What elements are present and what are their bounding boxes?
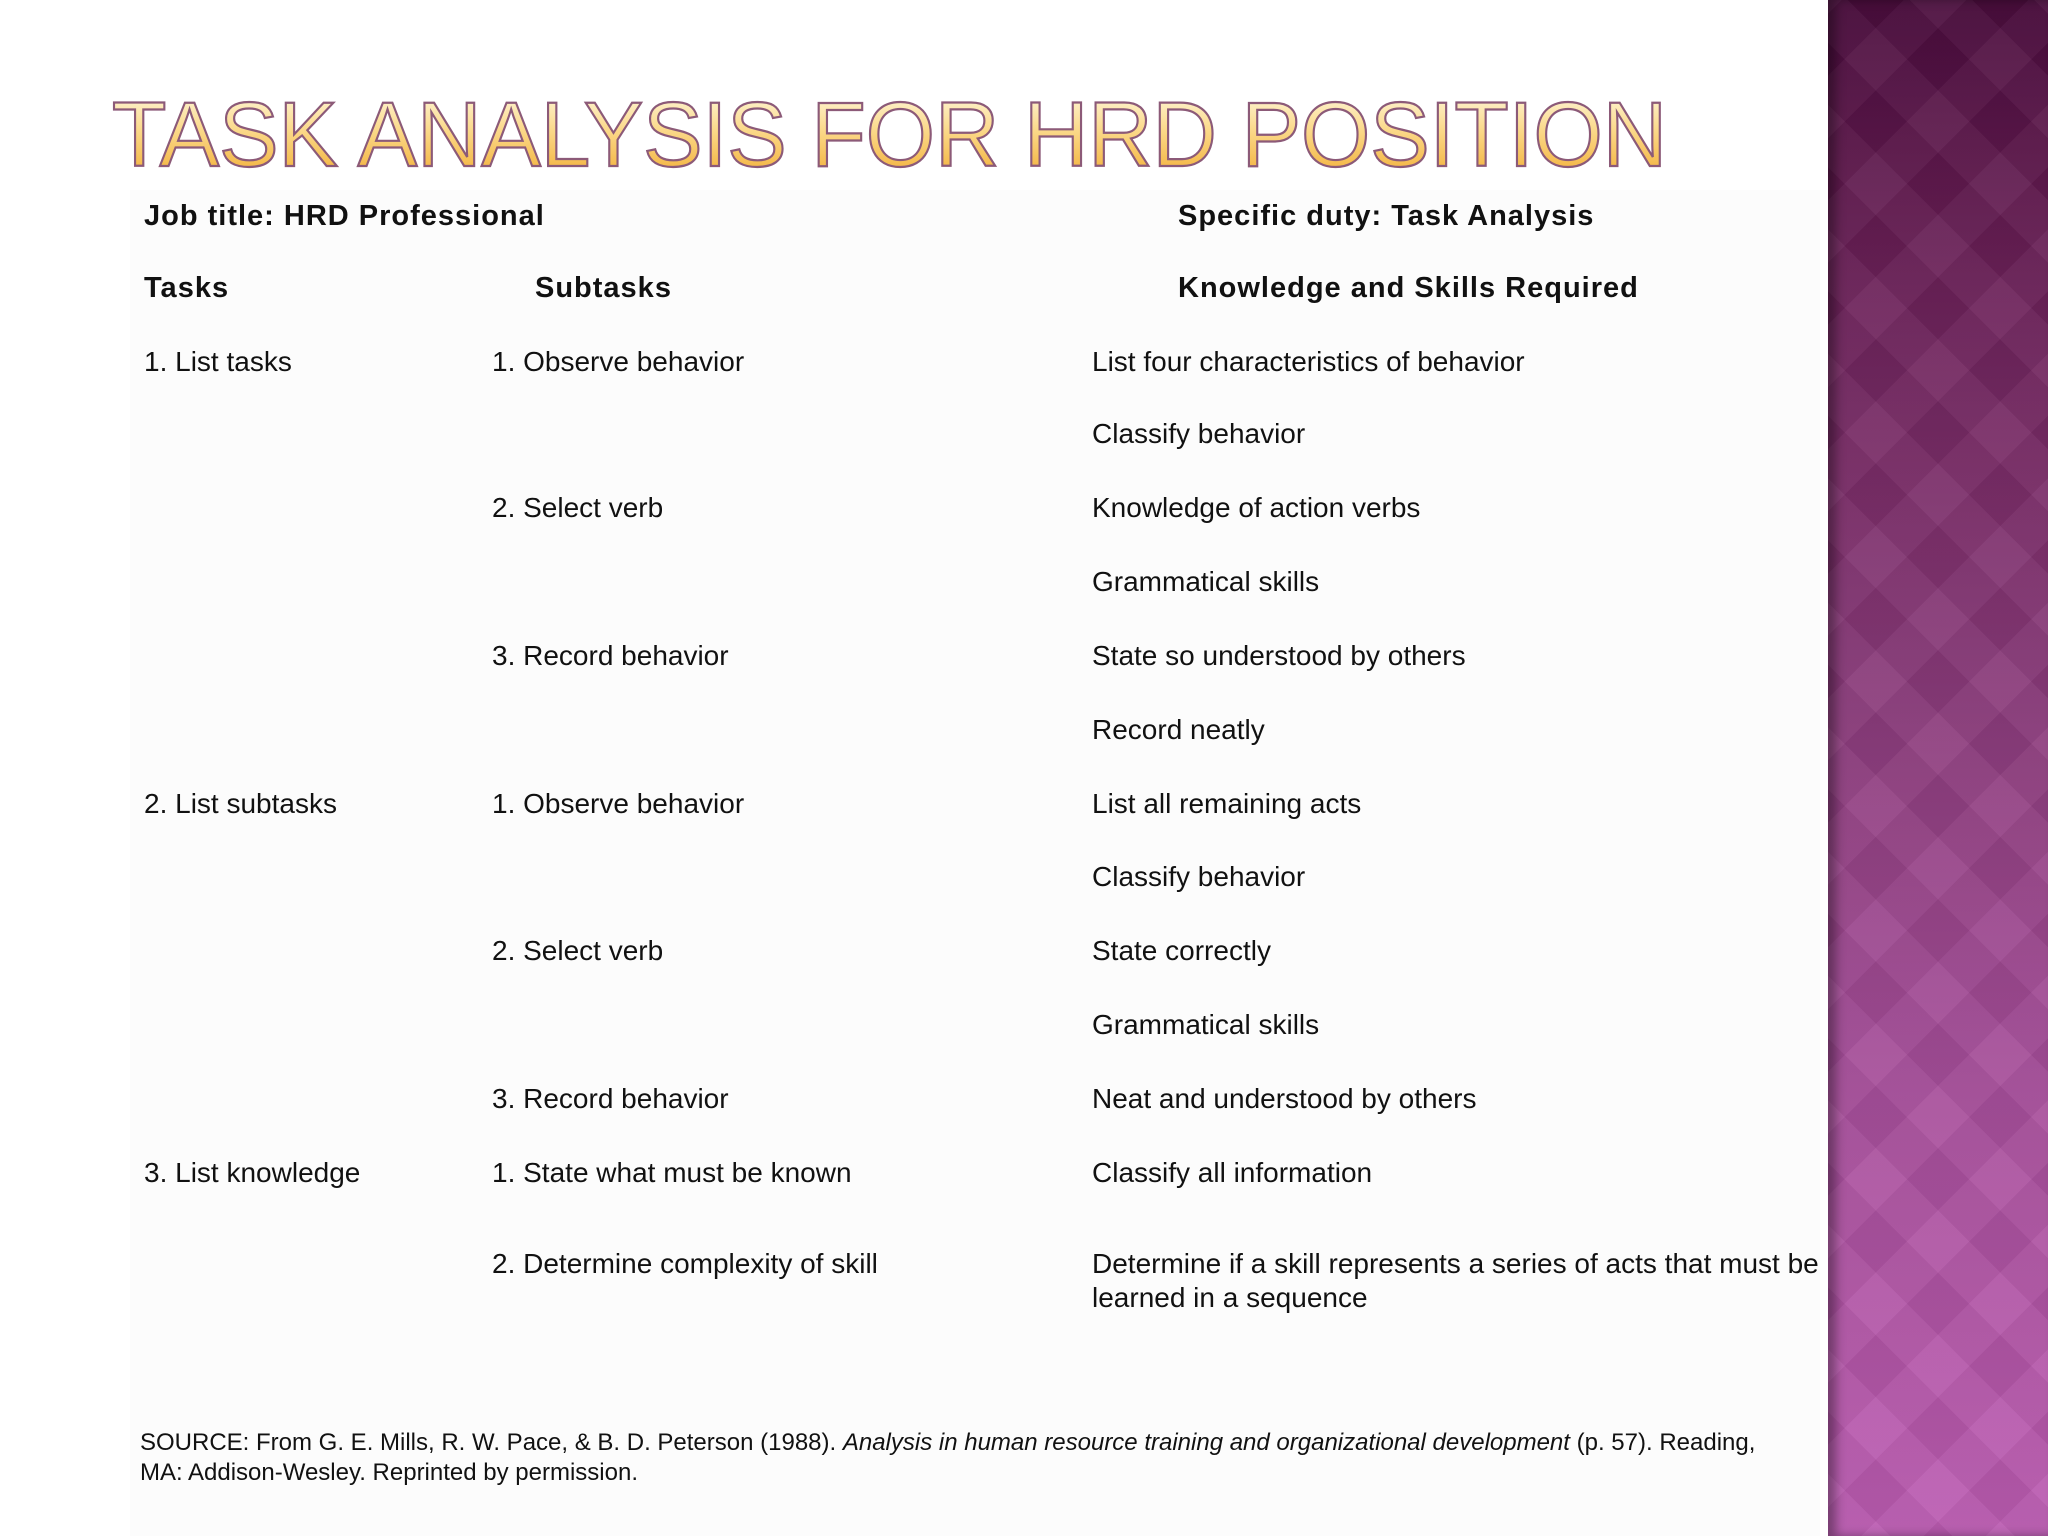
knowledge-item: Knowledge of action verbs [1092, 492, 1421, 523]
source-suffix: (p. 57). Reading, MA: Addison-Wesley. Reprinted by permission. [140, 1429, 1756, 1486]
task-item: 2. List subtasks [144, 788, 337, 819]
column-header-knowledge: Knowledge and Skills Required [1178, 272, 1639, 304]
knowledge-item: Classify behavior [1092, 418, 1306, 449]
slide-title [108, 84, 1808, 184]
subtask-item: 2. Select verb [492, 492, 664, 523]
slide-title-text: TASK ANALYSIS FOR HRD POSITION [112, 84, 1667, 184]
source-prefix: SOURCE: From G. E. Mills, R. W. Pace, & B. D. Peterson (1988). [140, 1429, 843, 1456]
knowledge-item: List all remaining acts [1092, 788, 1362, 819]
column-header-subtasks: Subtasks [535, 272, 672, 304]
task-item: 1. List tasks [144, 346, 292, 377]
knowledge-item: Grammatical skills [1092, 566, 1320, 597]
source-citation [140, 1428, 1800, 1488]
knowledge-item: Determine if a skill represents a series of acts that must be learned in a sequence [1092, 1248, 1819, 1313]
task-item: 3. List knowledge [144, 1157, 361, 1188]
knowledge-item: Classify behavior [1092, 861, 1306, 892]
subtask-item: 3. Record behavior [492, 1083, 729, 1114]
decorative-side-band [1828, 0, 2048, 1536]
specific-duty: Specific duty: Task Analysis [1178, 200, 1595, 232]
knowledge-item: Classify all information [1092, 1157, 1373, 1188]
knowledge-item: State so understood by others [1092, 640, 1466, 671]
column-header-tasks: Tasks [144, 272, 230, 304]
subtask-item: 2. Select verb [492, 935, 664, 966]
job-title: Job title: HRD Professional [144, 200, 545, 232]
subtask-item: 3. Record behavior [492, 640, 729, 671]
subtask-item: 1. Observe behavior [492, 788, 745, 819]
subtask-item: 2. Determine complexity of skill [492, 1248, 878, 1279]
content-panel [130, 190, 1820, 1536]
subtask-item: 1. State what must be known [492, 1157, 852, 1188]
source-book-title: Analysis in human resource training and organizational development [842, 1429, 1570, 1456]
knowledge-item: Record neatly [1092, 714, 1265, 745]
knowledge-item: List four characteristics of behavior [1092, 346, 1525, 377]
knowledge-item: State correctly [1092, 935, 1271, 966]
knowledge-item: Neat and understood by others [1092, 1083, 1477, 1114]
knowledge-item: Grammatical skills [1092, 1009, 1320, 1040]
subtask-item: 1. Observe behavior [492, 346, 745, 377]
